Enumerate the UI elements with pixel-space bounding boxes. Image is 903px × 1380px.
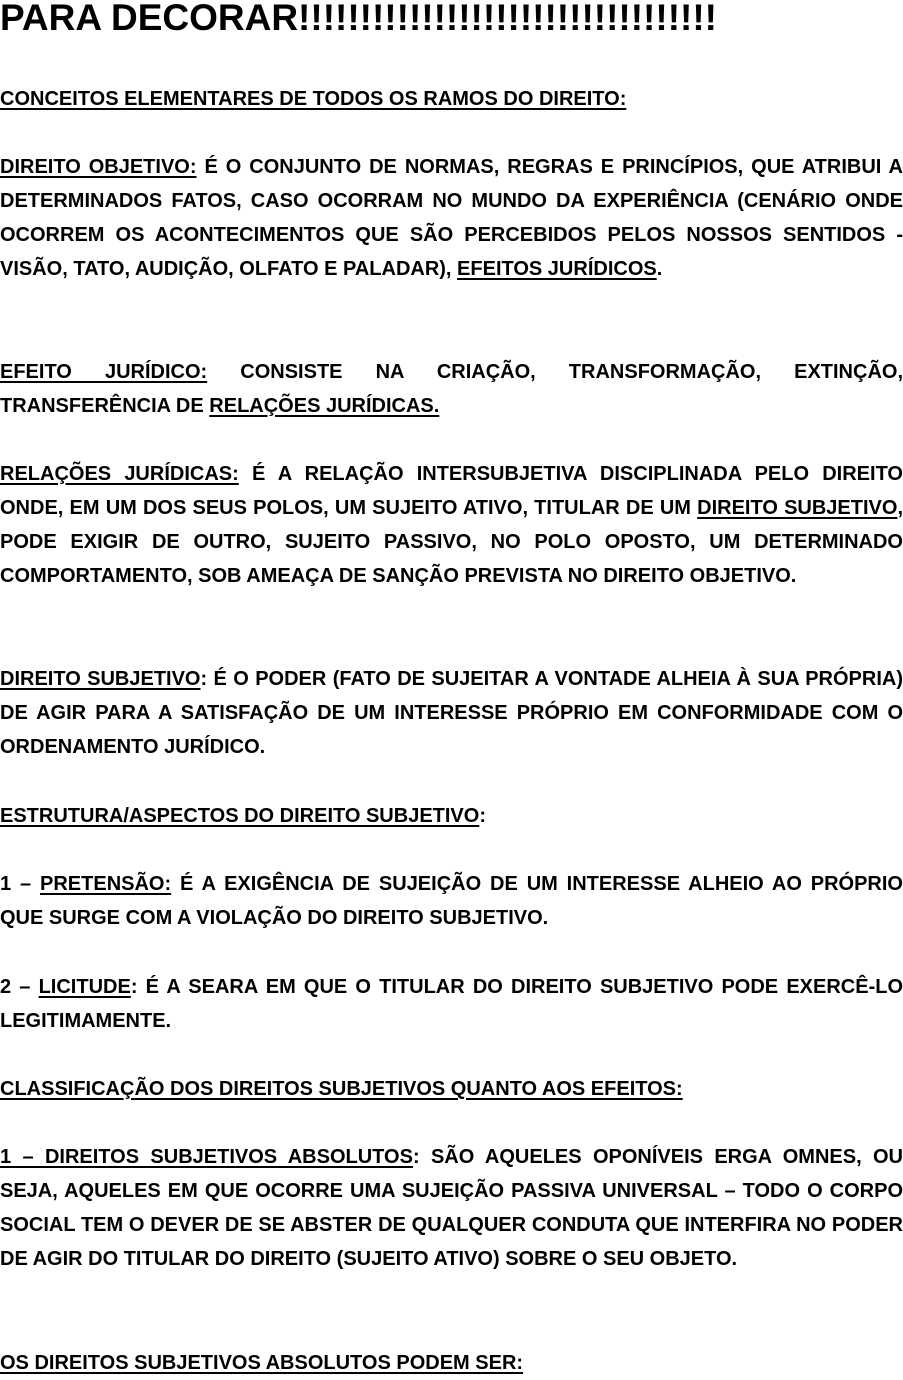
definition-direito-subjetivo: : É O PODER (FATO DE SUJEITAR A VONTADE ALHEIA À SUA PRÓPRIA) DE AGIR PARA A SATISFAÇÃO DE UM INTERESSE PRÓPRIO EM CONFORMIDADE COM O ORDENAMENTO JURÍDICO. xyxy=(0,668,903,758)
term-relacoes-juridicas: RELAÇÕES JURÍDICAS: xyxy=(0,463,239,485)
item-number: 2 – xyxy=(0,976,39,998)
definition-relacoes-juridicas: É A RELAÇÃO INTERSUBJETIVA DISCIPLINADA PELO DIREITO ONDE, EM UM DOS SEUS POLOS, UM SUJEITO ATIVO, TITULAR DE UM xyxy=(0,463,903,519)
term-pretensao: PRETENSÃO: xyxy=(40,873,172,895)
definition-efeito-juridico: CONSISTE NA CRIAÇÃO, TRANSFORMAÇÃO, EXTINÇÃO, TRANSFERÊNCIA DE xyxy=(0,361,903,417)
definition-relacoes-juridicas-cont: , PODE EXIGIR DE OUTRO, SUJEITO PASSIVO, NO POLO OPOSTO, UM DETERMINADO COMPORTAMENTO, SOB AMEAÇA DE SANÇÃO PREVISTA NO DIREITO OBJETIVO. xyxy=(0,497,903,587)
ref-direito-subjetivo: DIREITO SUBJETIVO xyxy=(697,497,898,519)
ref-efeitos-juridicos: EFEITOS JURÍDICOS xyxy=(457,258,657,280)
heading-classificacao xyxy=(0,1072,903,1106)
term-licitude: LICITUDE xyxy=(38,976,131,998)
page-title: PARA DECORAR!!!!!!!!!!!!!!!!!!!!!!!!!!!!!!!!!! xyxy=(0,0,717,38)
punctuation: . xyxy=(656,258,663,280)
definition-direitos-absolutos: : SÃO AQUELES OPONÍVEIS ERGA OMNES, OU SEJA, AQUELES EM QUE OCORRE UMA SUJEIÇÃO PASSIVA UNIVERSAL – TODO O CORPO SOCIAL TEM O DEVER DE SE ABSTER DE QUALQUER CONDUTA QUE INTERFIRA NO PODER DE AGIR DO TITULAR DO DIREITO (SUJEITO ATIVO) SOBRE O SEU OBJETO. xyxy=(0,1146,903,1270)
heading-conceitos xyxy=(0,82,903,116)
heading-podem-ser xyxy=(0,1346,903,1380)
heading-estrutura-text: ESTRUTURA/ASPECTOS DO DIREITO SUBJETIVO xyxy=(0,805,480,827)
paragraph-licitude xyxy=(0,970,903,1038)
term-efeito-juridico: EFEITO JURÍDICO: xyxy=(0,361,208,383)
term-direito-objetivo: DIREITO OBJETIVO: xyxy=(0,156,197,178)
definition-licitude: : É A SEARA EM QUE O TITULAR DO DIREITO SUBJETIVO PODE EXERCÊ-LO LEGITIMAMENTE. xyxy=(0,976,903,1032)
paragraph-absolutos xyxy=(0,1140,903,1276)
punctuation: : xyxy=(479,805,486,827)
paragraph-direito-objetivo xyxy=(0,150,903,286)
paragraph-pretensao xyxy=(0,867,903,935)
term-direitos-absolutos: 1 – DIREITOS SUBJETIVOS ABSOLUTOS xyxy=(0,1146,413,1168)
item-number: 1 – xyxy=(0,873,41,895)
heading-conceitos-text: CONCEITOS ELEMENTARES DE TODOS OS RAMOS DO DIREITO: xyxy=(0,88,627,110)
definition-pretensao: É A EXIGÊNCIA DE SUJEIÇÃO DE UM INTERESSE ALHEIO AO PRÓPRIO QUE SURGE COM A VIOLAÇÃO DO DIREITO SUBJETIVO. xyxy=(0,873,903,929)
paragraph-relacoes-juridicas xyxy=(0,457,903,593)
paragraph-efeito-juridico xyxy=(0,355,903,423)
heading-podem-ser-text: OS DIREITOS SUBJETIVOS ABSOLUTOS PODEM SER: xyxy=(0,1352,524,1374)
term-direito-subjetivo: DIREITO SUBJETIVO xyxy=(0,668,201,690)
heading-classificacao-text: CLASSIFICAÇÃO DOS DIREITOS SUBJETIVOS QUANTO AOS EFEITOS: xyxy=(0,1078,683,1100)
definition-direito-objetivo: É O CONJUNTO DE NORMAS, REGRAS E PRINCÍPIOS, QUE ATRIBUI A DETERMINADOS FATOS, CASO OCORRAM NO MUNDO DA EXPERIÊNCIA (CENÁRIO ONDE OCORREM OS ACONTECIMENTOS QUE SÃO PERCEBIDOS PELOS NOSSOS SENTIDOS - VISÃO, TATO, AUDIÇÃO, OLFATO E PALADAR), xyxy=(0,156,903,280)
heading-estrutura xyxy=(0,799,903,833)
ref-relacoes-juridicas: RELAÇÕES JURÍDICAS. xyxy=(209,395,440,417)
paragraph-direito-subjetivo xyxy=(0,662,903,764)
